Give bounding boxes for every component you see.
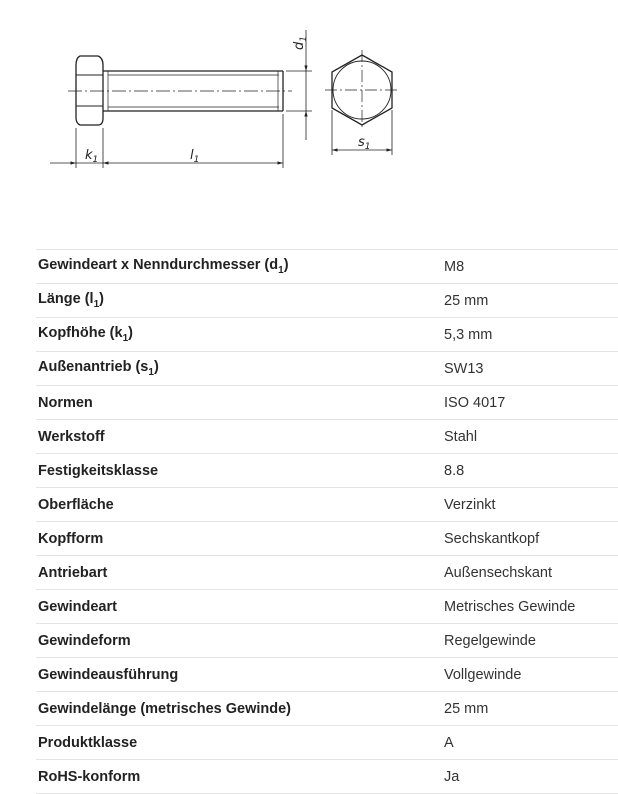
spec-label (36, 386, 444, 420)
spec-value: Außensechskant (444, 556, 618, 590)
spec-label (36, 692, 444, 726)
spec-label (36, 522, 444, 556)
spec-row (36, 658, 618, 692)
spec-value: 25 mm (444, 284, 618, 318)
k1-label: $k_1$ (85, 148, 99, 165)
spec-label (36, 760, 444, 794)
spec-row (36, 522, 618, 556)
spec-label (36, 658, 444, 692)
spec-label (36, 488, 444, 522)
spec-row (36, 692, 618, 726)
spec-value: SW13 (444, 352, 618, 386)
spec-label (36, 590, 444, 624)
spec-label-text: Kopfform (38, 530, 104, 547)
spec-value: Ja (444, 760, 618, 794)
spec-label-text: Festigkeitsklasse (38, 462, 159, 479)
spec-row (36, 624, 618, 658)
spec-label-text: Normen (38, 394, 93, 411)
spec-value: Sechskantkopf (444, 522, 618, 556)
spec-row (36, 556, 618, 590)
spec-row (36, 590, 618, 624)
spec-row (36, 284, 618, 318)
spec-value: ISO 4017 (444, 386, 618, 420)
spec-label-text: RoHS-konform (38, 768, 141, 785)
spec-value: Verzinkt (444, 488, 618, 522)
spec-label-tail: ) (99, 291, 104, 308)
spec-row (36, 420, 618, 454)
spec-label-text: Oberfläche (38, 496, 114, 513)
spec-label-text: Gewindeausführung (38, 666, 179, 683)
spec-label (36, 318, 444, 352)
spec-row (36, 760, 618, 794)
spec-value: 8.8 (444, 454, 618, 488)
spec-value: Vollgewinde (444, 658, 618, 692)
spec-value: Stahl (444, 420, 618, 454)
spec-row (36, 318, 618, 352)
spec-label (36, 284, 444, 318)
spec-label-text: Außenantrieb (s (38, 359, 149, 376)
spec-label-text: Gewindeart x Nenndurchmesser (d (38, 257, 279, 274)
spec-label-tail: ) (283, 257, 289, 274)
spec-row (36, 386, 618, 420)
spec-label-subscript: 1 (278, 264, 284, 276)
spec-label (36, 454, 444, 488)
spec-label-subscript: 1 (148, 366, 154, 378)
spec-label (36, 624, 444, 658)
spec-value: 5,3 mm (444, 318, 618, 352)
spec-value: 25 mm (444, 692, 618, 726)
spec-value: A (444, 726, 618, 760)
spec-label (36, 726, 444, 760)
spec-row (36, 726, 618, 760)
spec-label-text: Länge (l (38, 291, 94, 308)
spec-label (36, 352, 444, 386)
s1-label: $s_1$ (358, 135, 371, 152)
spec-label-tail: ) (128, 325, 133, 342)
spec-label-subscript: 1 (122, 332, 129, 344)
bolt-side-view (68, 56, 292, 125)
spec-label-text: Antriebart (38, 564, 108, 581)
spec-label (36, 420, 444, 454)
spec-label-text: Gewindeart (38, 598, 117, 615)
spec-label-text: Kopfhöhe (k (38, 325, 123, 342)
hex-head-top-view (325, 50, 399, 130)
spec-row (36, 352, 618, 386)
spec-label-text: Gewindelänge (metrisches Gewinde) (38, 700, 292, 717)
spec-value: Regelgewinde (444, 624, 618, 658)
spec-label (36, 556, 444, 590)
spec-label-subscript: 1 (93, 298, 100, 310)
spec-label-text: Gewindeform (38, 632, 131, 649)
d1-label: $d_1$ (292, 36, 309, 50)
spec-row (36, 250, 618, 284)
l1-label: $l_1$ (190, 148, 200, 165)
spec-label-text: Produktklasse (38, 734, 138, 751)
bolt-technical-drawing (0, 0, 618, 200)
spec-label-text: Werkstoff (38, 428, 105, 445)
spec-label-tail: ) (153, 359, 159, 376)
spec-value: Metrisches Gewinde (444, 590, 618, 624)
spec-value: M8 (444, 250, 618, 284)
spec-row (36, 488, 618, 522)
spec-label (36, 250, 444, 284)
spec-row (36, 454, 618, 488)
spec-table (36, 249, 618, 794)
